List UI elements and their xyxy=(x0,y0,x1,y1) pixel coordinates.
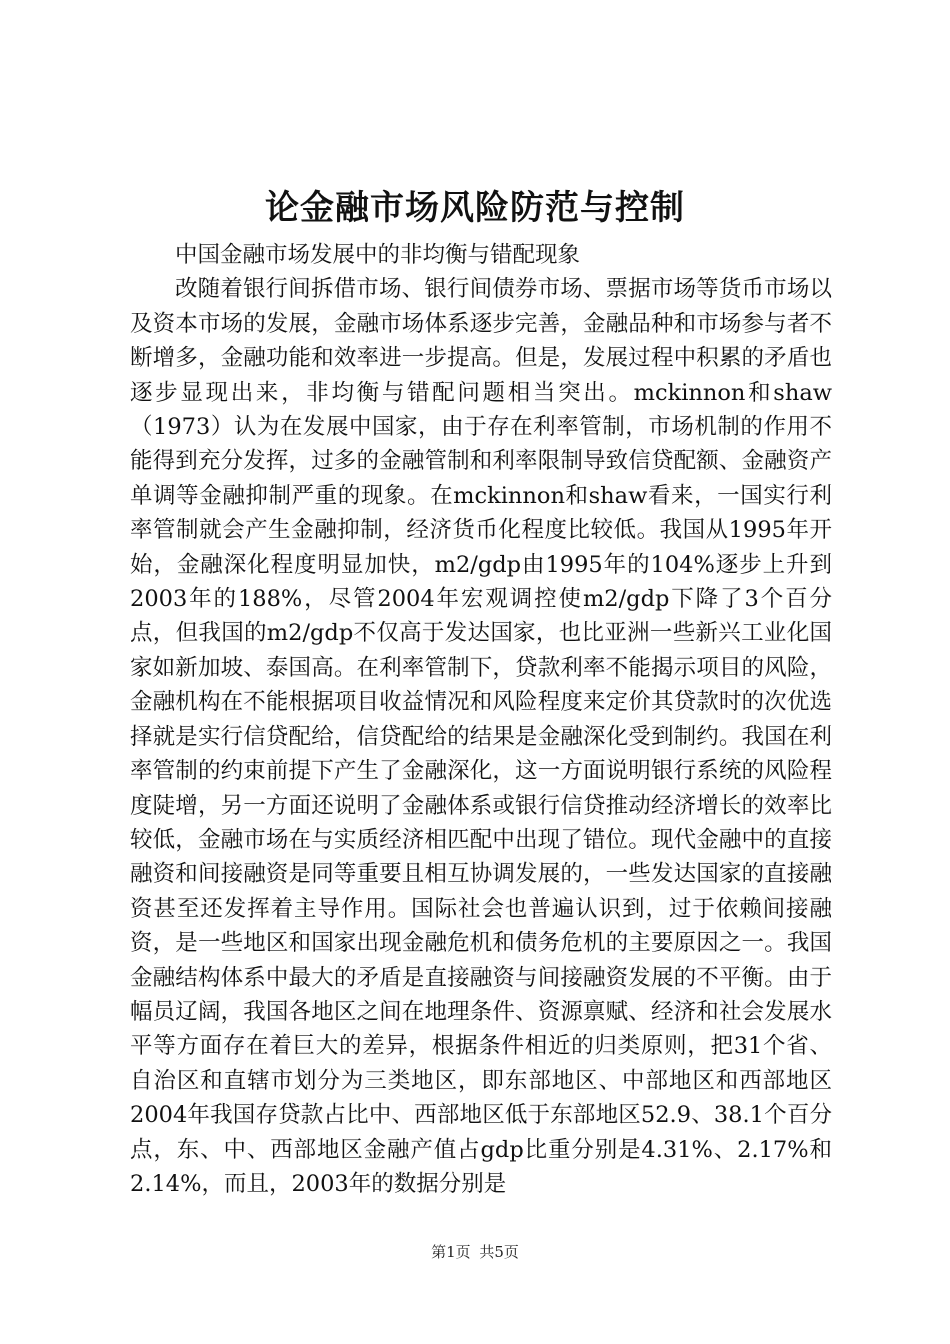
document-body xyxy=(130,238,832,1201)
document-title: 论金融市场风险防范与控制 xyxy=(265,188,685,228)
page-footer xyxy=(0,1242,950,1262)
body-paragraph: 改随着银行间拆借市场、银行间债券市场、票据市场等货币市场以及资本市场的发展，金融市场体系逐步完善，金融品种和市场参与者不断增多，金融功能和效率进一步提高。但是，发展过程中积累的矛盾也逐步显现出来，非均衡与错配问题相当突出。mckinnon和shaw（1973）认为在发展中国家，由于存在利率管制，市场机制的作用不能得到充分发挥，过多的金融管制和利率限制导致信贷配额、金融资产单调等金融抑制严重的现象。在mckinnon和shaw看来，一国实行利率管制就会产生金融抑制，经济货币化程度比较低。我国从1995年开始，金融深化程度明显加快，m2/gdp由1995年的104%逐步上升到2003年的188%，尽管2004年宏观调控使m2/gdp下降了3个百分点，但我国的m2/gdp不仅高于发达国家，也比亚洲一些新兴工业化国家如新加坡、泰国高。在利率管制下，贷款利率不能揭示项目的风险，金融机构在不能根据项目收益情况和风险程度来定价其贷款时的次优选择就是实行信贷配给，信贷配给的结果是金融深化受到制约。我国在利率管制的约束前提下产生了金融深化，这一方面说明银行系统的风险程度陡增，另一方面还说明了金融体系或银行信贷推动经济增长的效率比较低，金融市场在与实质经济相匹配中出现了错位。现代金融中的直接融资和间接融资是同等重要且相互协调发展的，一些发达国家的直接融资甚至还发挥着主导作用。国际社会也普遍认识到，过于依赖间接融资，是一些地区和国家出现金融危机和债务危机的主要原因之一。我国金融结构体系中最大的矛盾是直接融资与间接融资发展的不平衡。由于幅员辽阔，我国各地区之间在地理条件、资源禀赋、经济和社会发展水平等方面存在着巨大的差异，根据条件相近的归类原则，把31个省、自治区和直辖市划分为三类地区，即东部地区、中部地区和西部地区2004年我国存贷款占比中、西部地区低于东部地区52.9、38.1个百分点，东、中、西部地区金融产值占gdp比重分别是4.31%、2.17%和2.14%，而且，2003年的数据分别是 xyxy=(130,276,832,1197)
subheading-paragraph: 中国金融市场发展中的非均衡与错配现象 xyxy=(175,242,581,268)
page-number: 第1页 xyxy=(431,1243,471,1261)
page-total: 共5页 xyxy=(479,1243,519,1261)
